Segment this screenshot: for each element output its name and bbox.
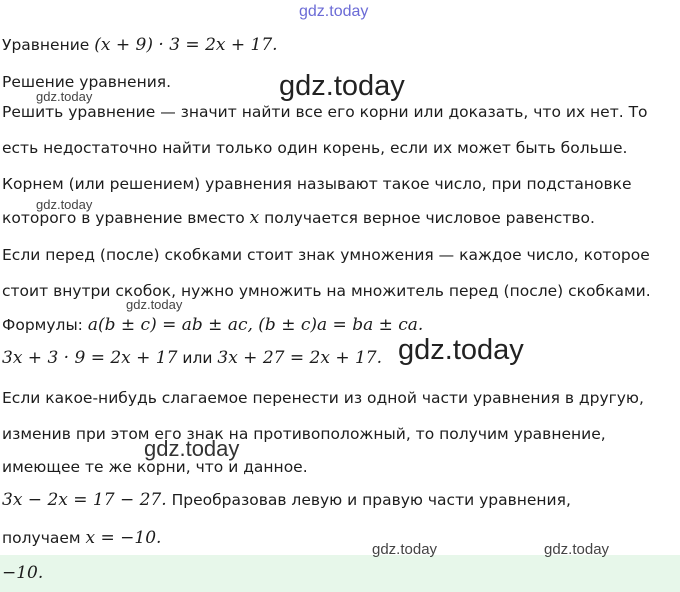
step-line [2,490,571,510]
problem-equation: (x + 9) · 3 = 2x + 17. [94,35,278,55]
step-equation: 3x + 27 = 2x + 17. [217,348,383,368]
paragraph-line: изменив при этом его знак на противоположный, то получим уравнение, [2,425,606,443]
problem-label: Уравнение [2,36,90,54]
step-equation: 3x + 3 · 9 = 2x + 17 [2,348,178,368]
watermark: gdz.today [544,541,610,558]
connector-word: или [182,349,213,367]
watermark: gdz.today [36,89,93,104]
answer-line [2,563,43,583]
text-fragment: которого в уравнение вместо [2,209,245,227]
distributive-formula: a(b ± c) = ab ± ac, (b ± c)a = ba ± ca. [87,315,424,335]
watermark: gdz.today [398,334,524,366]
variable: x [249,208,260,228]
paragraph-line: Если какое-нибудь слагаемое перенести из одной части уравнения в другую, [2,389,644,407]
watermark: gdz.today [126,297,183,312]
paragraph-line: Решить уравнение — значит найти все его корни или доказать, что их нет. То [2,103,648,121]
formula-line [2,315,423,335]
problem-statement [2,35,278,55]
paragraph-line: Корнем (или решением) уравнения называют такое число, при подстановке [2,175,632,193]
text-fragment: Преобразовав левую и правую части уравнения, [171,491,571,509]
paragraph-line: есть недостаточно найти только один корень, если их может быть больше. [2,139,628,157]
solution-heading: Решение уравнения. [2,73,172,91]
answer-band [0,555,680,592]
watermark: gdz.today [299,3,369,20]
result-line [2,528,161,548]
watermark: gdz.today [144,436,240,461]
watermark: gdz.today [36,197,93,212]
step-equation: 3x − 2x = 17 − 27. [2,490,167,510]
paragraph-line: Если перед (после) скобками стоит знак умножения — каждое число, которое [2,246,650,264]
answer-value: −10. [2,563,44,583]
result-equation: x = −10. [85,528,162,548]
paragraph-line: стоит внутри скобок, нужно умножить на множитель перед (после) скобками. [2,282,651,300]
step-line [2,348,382,368]
paragraph-line: имеющее те же корни, что и данное. [2,458,308,476]
watermark: gdz.today [279,70,405,102]
text-fragment: получается верное числовое равенство. [264,209,595,227]
formula-label: Формулы: [2,316,83,334]
text-fragment: получаем [2,529,81,547]
watermark: gdz.today [372,541,438,558]
